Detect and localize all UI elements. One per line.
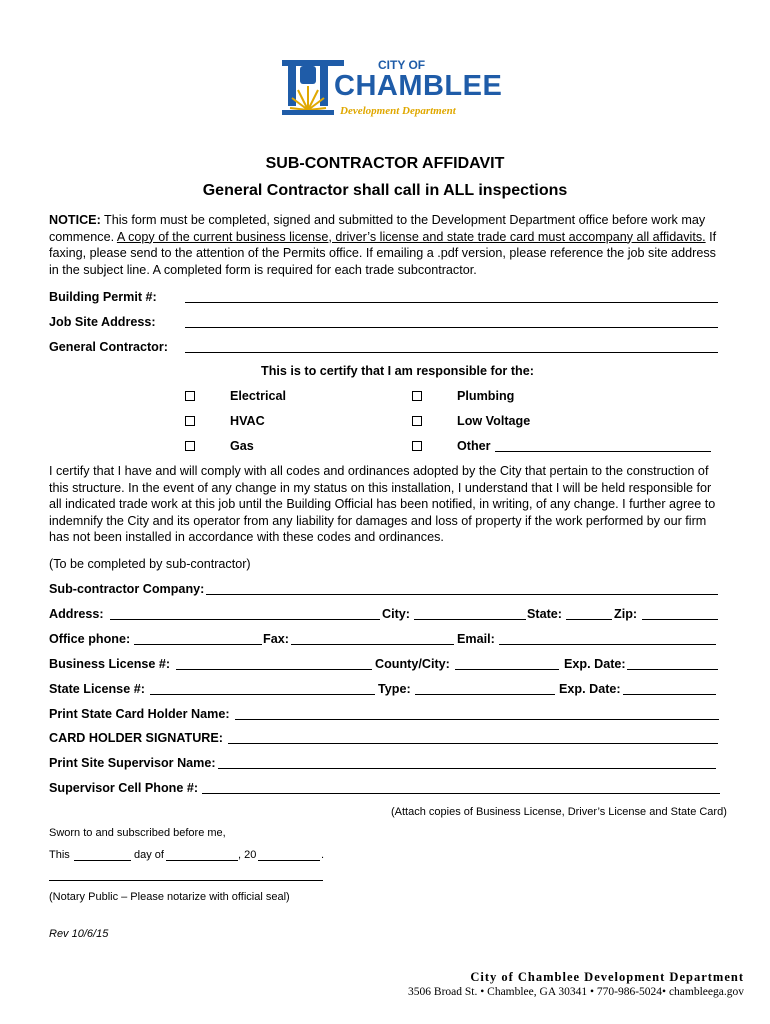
notary-signature-field[interactable] [49,880,323,881]
job-site-address-label: Job Site Address: [49,315,156,329]
revision-date: Rev 10/6/15 [49,928,109,940]
city-logo [282,58,503,120]
notary-sworn: Sworn to and subscribed before me, [49,827,226,839]
zip-label: Zip: [614,607,638,621]
address-field[interactable] [110,619,380,620]
card-holder-name-label: Print State Card Holder Name: [49,707,230,721]
business-license-field[interactable] [176,669,372,670]
notary-year-field[interactable] [258,860,320,861]
footer-department: City of Chamblee Development Department [470,970,744,984]
sub-company-label: Sub-contractor Company: [49,582,205,596]
type-field[interactable] [415,694,555,695]
gas-label: Gas [230,439,254,453]
fax-label: Fax: [263,632,289,646]
office-phone-field[interactable] [134,644,262,645]
notary-month-field[interactable] [166,860,238,861]
low-voltage-checkbox[interactable] [412,416,422,426]
certify-heading: This is to certify that I am responsible for the: [261,364,534,378]
building-permit-label: Building Permit #: [49,290,157,304]
notice-label: NOTICE: [49,213,101,227]
supervisor-cell-field[interactable] [202,793,720,794]
other-label: Other [457,439,491,453]
supervisor-cell-label: Supervisor Cell Phone #: [49,781,199,795]
card-holder-signature-label: CARD HOLDER SIGNATURE: [49,731,223,745]
county-city-label: County/City: [375,657,450,671]
plumbing-label: Plumbing [457,389,515,403]
sub-company-field[interactable] [206,594,718,595]
attach-note: (Attach copies of Business License, Driver’s License and State Card) [391,806,727,818]
gas-checkbox[interactable] [185,441,195,451]
notary-day-field[interactable] [74,860,131,861]
footer-address: 3506 Broad St. • Chamblee, GA 30341 • 770-986-5024• chambleega.gov [408,986,744,998]
job-site-address-field[interactable] [185,327,718,328]
notary-period: . [321,849,325,861]
supervisor-name-label: Print Site Supervisor Name: [49,756,216,770]
card-holder-name-field[interactable] [235,719,719,720]
electrical-checkbox[interactable] [185,391,195,401]
general-contractor-label: General Contractor: [49,340,168,354]
fax-field[interactable] [291,644,454,645]
office-phone-label: Office phone: [49,632,131,646]
notice-paragraph [49,212,724,278]
exp-date-2-field[interactable] [623,694,716,695]
state-license-field[interactable] [150,694,375,695]
sub-contractor-note: (To be completed by sub-contractor) [49,557,251,571]
hvac-label: HVAC [230,414,265,428]
notary-year-prefix: , 20 [238,849,257,861]
zip-field[interactable] [642,619,718,620]
business-license-label: Business License #: [49,657,171,671]
logo-city-name: CHAMBLEE [334,70,503,102]
exp-date-2-label: Exp. Date: [559,682,621,696]
other-trade-field[interactable] [495,451,711,452]
supervisor-name-field[interactable] [218,768,716,769]
logo-department: Development Department [340,105,456,117]
state-license-label: State License #: [49,682,145,696]
state-label: State: [527,607,562,621]
hvac-checkbox[interactable] [185,416,195,426]
notice-required-docs: A copy of the current business license, driver’s license and state trade card must accompany all affidavits. [116,229,706,244]
certification-statement: I certify that I have and will comply with all codes and ordinances adopted by the City that pertain to the construction of this structure. In the event of any change in my status on this installation, I understand that I will be held responsible for all indicated trade work at this job until the Building Official has been notified, in writing, of any change. I further agree to indemnify the City and its operator from any liability for damages and loss of property if the work performed by our firm has not been installed in accordance with these codes and ordinances. [49,464,716,544]
email-field[interactable] [499,644,716,645]
card-holder-signature-field[interactable] [228,743,718,744]
exp-date-1-field[interactable] [627,669,718,670]
notary-day-of: day of [134,849,164,861]
general-contractor-field[interactable] [185,352,718,353]
building-permit-field[interactable] [185,302,718,303]
type-label: Type: [378,682,411,696]
state-field[interactable] [566,619,612,620]
notice-text-1: This form must be completed, signed and submitted to the Development Department office before work may commence. [49,213,706,244]
notary-seal-note: (Notary Public – Please notarize with official seal) [49,891,290,903]
exp-date-1-label: Exp. Date: [564,657,626,671]
notary-this: This [49,849,70,861]
low-voltage-label: Low Voltage [457,414,531,428]
city-label: City: [382,607,410,621]
plumbing-checkbox[interactable] [412,391,422,401]
address-label: Address: [49,607,104,621]
county-city-field[interactable] [455,669,559,670]
notice-text-2: If faxing, please send to the attention of the Permits office. If emailing a .pdf version, please reference the job site address in the subject line. A completed form is required for each trade subcontractor. [49,229,717,277]
email-label: Email: [457,632,495,646]
form-subtitle: General Contractor shall call in ALL inspections [202,182,568,199]
city-field[interactable] [414,619,526,620]
form-title: SUB-CONTRACTOR AFFIDAVIT [265,155,505,172]
other-checkbox[interactable] [412,441,422,451]
logo-city-of: CITY OF [378,58,426,72]
electrical-label: Electrical [230,389,287,403]
